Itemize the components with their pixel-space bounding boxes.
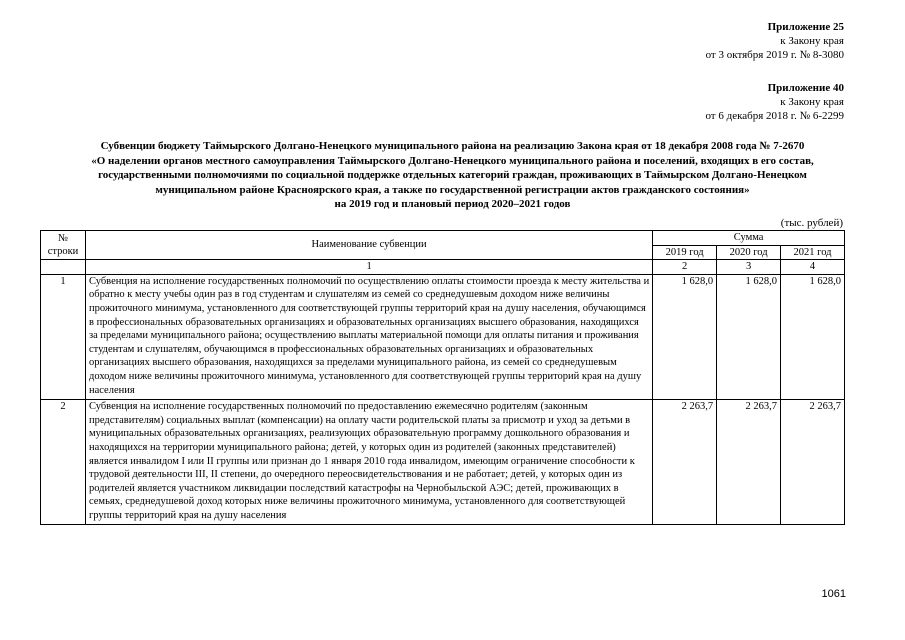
annex-25-block — [706, 20, 844, 62]
table-row — [41, 274, 845, 399]
index-col-4: 4 — [781, 260, 845, 275]
units-label: (тыс. рублей) — [780, 217, 843, 229]
row-number: 1 — [41, 274, 86, 399]
title-line-1: Субвенции бюджету Таймырского Долгано-Ненецкого муниципального района на реализацию Закона края от 18 декабря 2008 года № 7-2670 — [100, 140, 805, 152]
row-value-2019: 1 628,0 — [653, 274, 717, 399]
row-name: Субвенция на исполнение государственных полномочий по предоставлению ежемесячно родителям (законным представителям) социальных выплат (компенсации) на оплату части родительской платы за присмотр и уход за детьми в муниципальных образовательных организациях, реализующих образовательную программу дошкольного образования и находящихся на территории муниципального района; детей, у которых один из родителей (законных представителей) является инвалидом I или II группы или признан до 1 января 2010 года инвалидом, имеющим ограничение способности к трудовой деятельности III, II степени, до очередного переосвидетельствования и не работает; детей, у которых один из родителей является участником ликвидации последствий катастрофы на Чернобыльской АЭС; детей, проживающих в семьях, среднедушевой доход которых ниже величины прожиточного минимума, установленного для соответствующей группы территорий края на душу населения — [85, 400, 652, 525]
table-row — [41, 400, 845, 525]
header-year-2020: 2020 год — [717, 245, 781, 260]
annex-40-law: к Закону края — [780, 96, 844, 108]
index-col-2: 2 — [653, 260, 717, 275]
header-year-2021: 2021 год — [781, 245, 845, 260]
title-line-2: «О наделении органов местного самоуправления Таймырского Долгано-Ненецкого муниципального района и поселений, входящих в его состав, — [91, 154, 814, 167]
row-value-2021: 2 263,7 — [781, 400, 845, 525]
title-line-5: на 2019 год и плановый период 2020–2021 годов — [334, 198, 571, 210]
index-col-3: 3 — [717, 260, 781, 275]
header-year-2019: 2019 год — [653, 245, 717, 260]
header-subvention-name: Наименование субвенции — [85, 231, 652, 260]
header-row-number: № строки — [41, 231, 86, 260]
document-title — [40, 139, 865, 212]
annex-40-block — [705, 81, 844, 123]
page-number: 1061 — [821, 588, 846, 600]
header-sum: Сумма — [653, 231, 845, 246]
title-line-4: муниципальном районе Красноярского края, а также по государственной регистрации актов гражданского состояния» — [155, 183, 750, 196]
row-value-2021: 1 628,0 — [781, 274, 845, 399]
annex-25-date: от 3 октября 2019 г. № 8-3080 — [705, 49, 844, 61]
annex-25-title: Приложение 25 — [767, 21, 844, 33]
row-value-2020: 1 628,0 — [717, 274, 781, 399]
index-col-number — [41, 260, 86, 275]
subvention-table — [40, 230, 845, 525]
row-number: 2 — [41, 400, 86, 525]
index-col-1: 1 — [85, 260, 652, 275]
annex-40-date: от 6 декабря 2018 г. № 6-2299 — [705, 110, 844, 122]
row-value-2020: 2 263,7 — [717, 400, 781, 525]
row-value-2019: 2 263,7 — [653, 400, 717, 525]
row-name: Субвенция на исполнение государственных полномочий по осуществлению оплаты стоимости проезда к месту жительства и обратно к месту учебы один раз в год студентам и слушателям из семей со среднедушевым доходом ниже величины прожиточного минимума, установленного для соответствующей группы территорий края на душу населения, обучающимся в профессиональных образовательных организациях и образовательных организациях высшего образования, находящихся за пределами муниципального района; осуществлению выплаты материальной помощи для оплаты питания и проживания студентам и слушателям, обучающимся в профессиональных образовательных организациях и образовательных организациях высшего образования, находящихся за пределами муниципального района, из семей со среднедушевым доходом ниже величины прожиточного минимума, установленного для соответствующей группы территорий края на душу населения — [85, 274, 652, 399]
annex-25-law: к Закону края — [780, 35, 844, 47]
annex-40-title: Приложение 40 — [767, 82, 844, 94]
title-line-3: государственными полномочиями по социальной поддержке отдельных категорий граждан, проживающих в Таймырском Долгано-Ненецком — [98, 169, 807, 181]
